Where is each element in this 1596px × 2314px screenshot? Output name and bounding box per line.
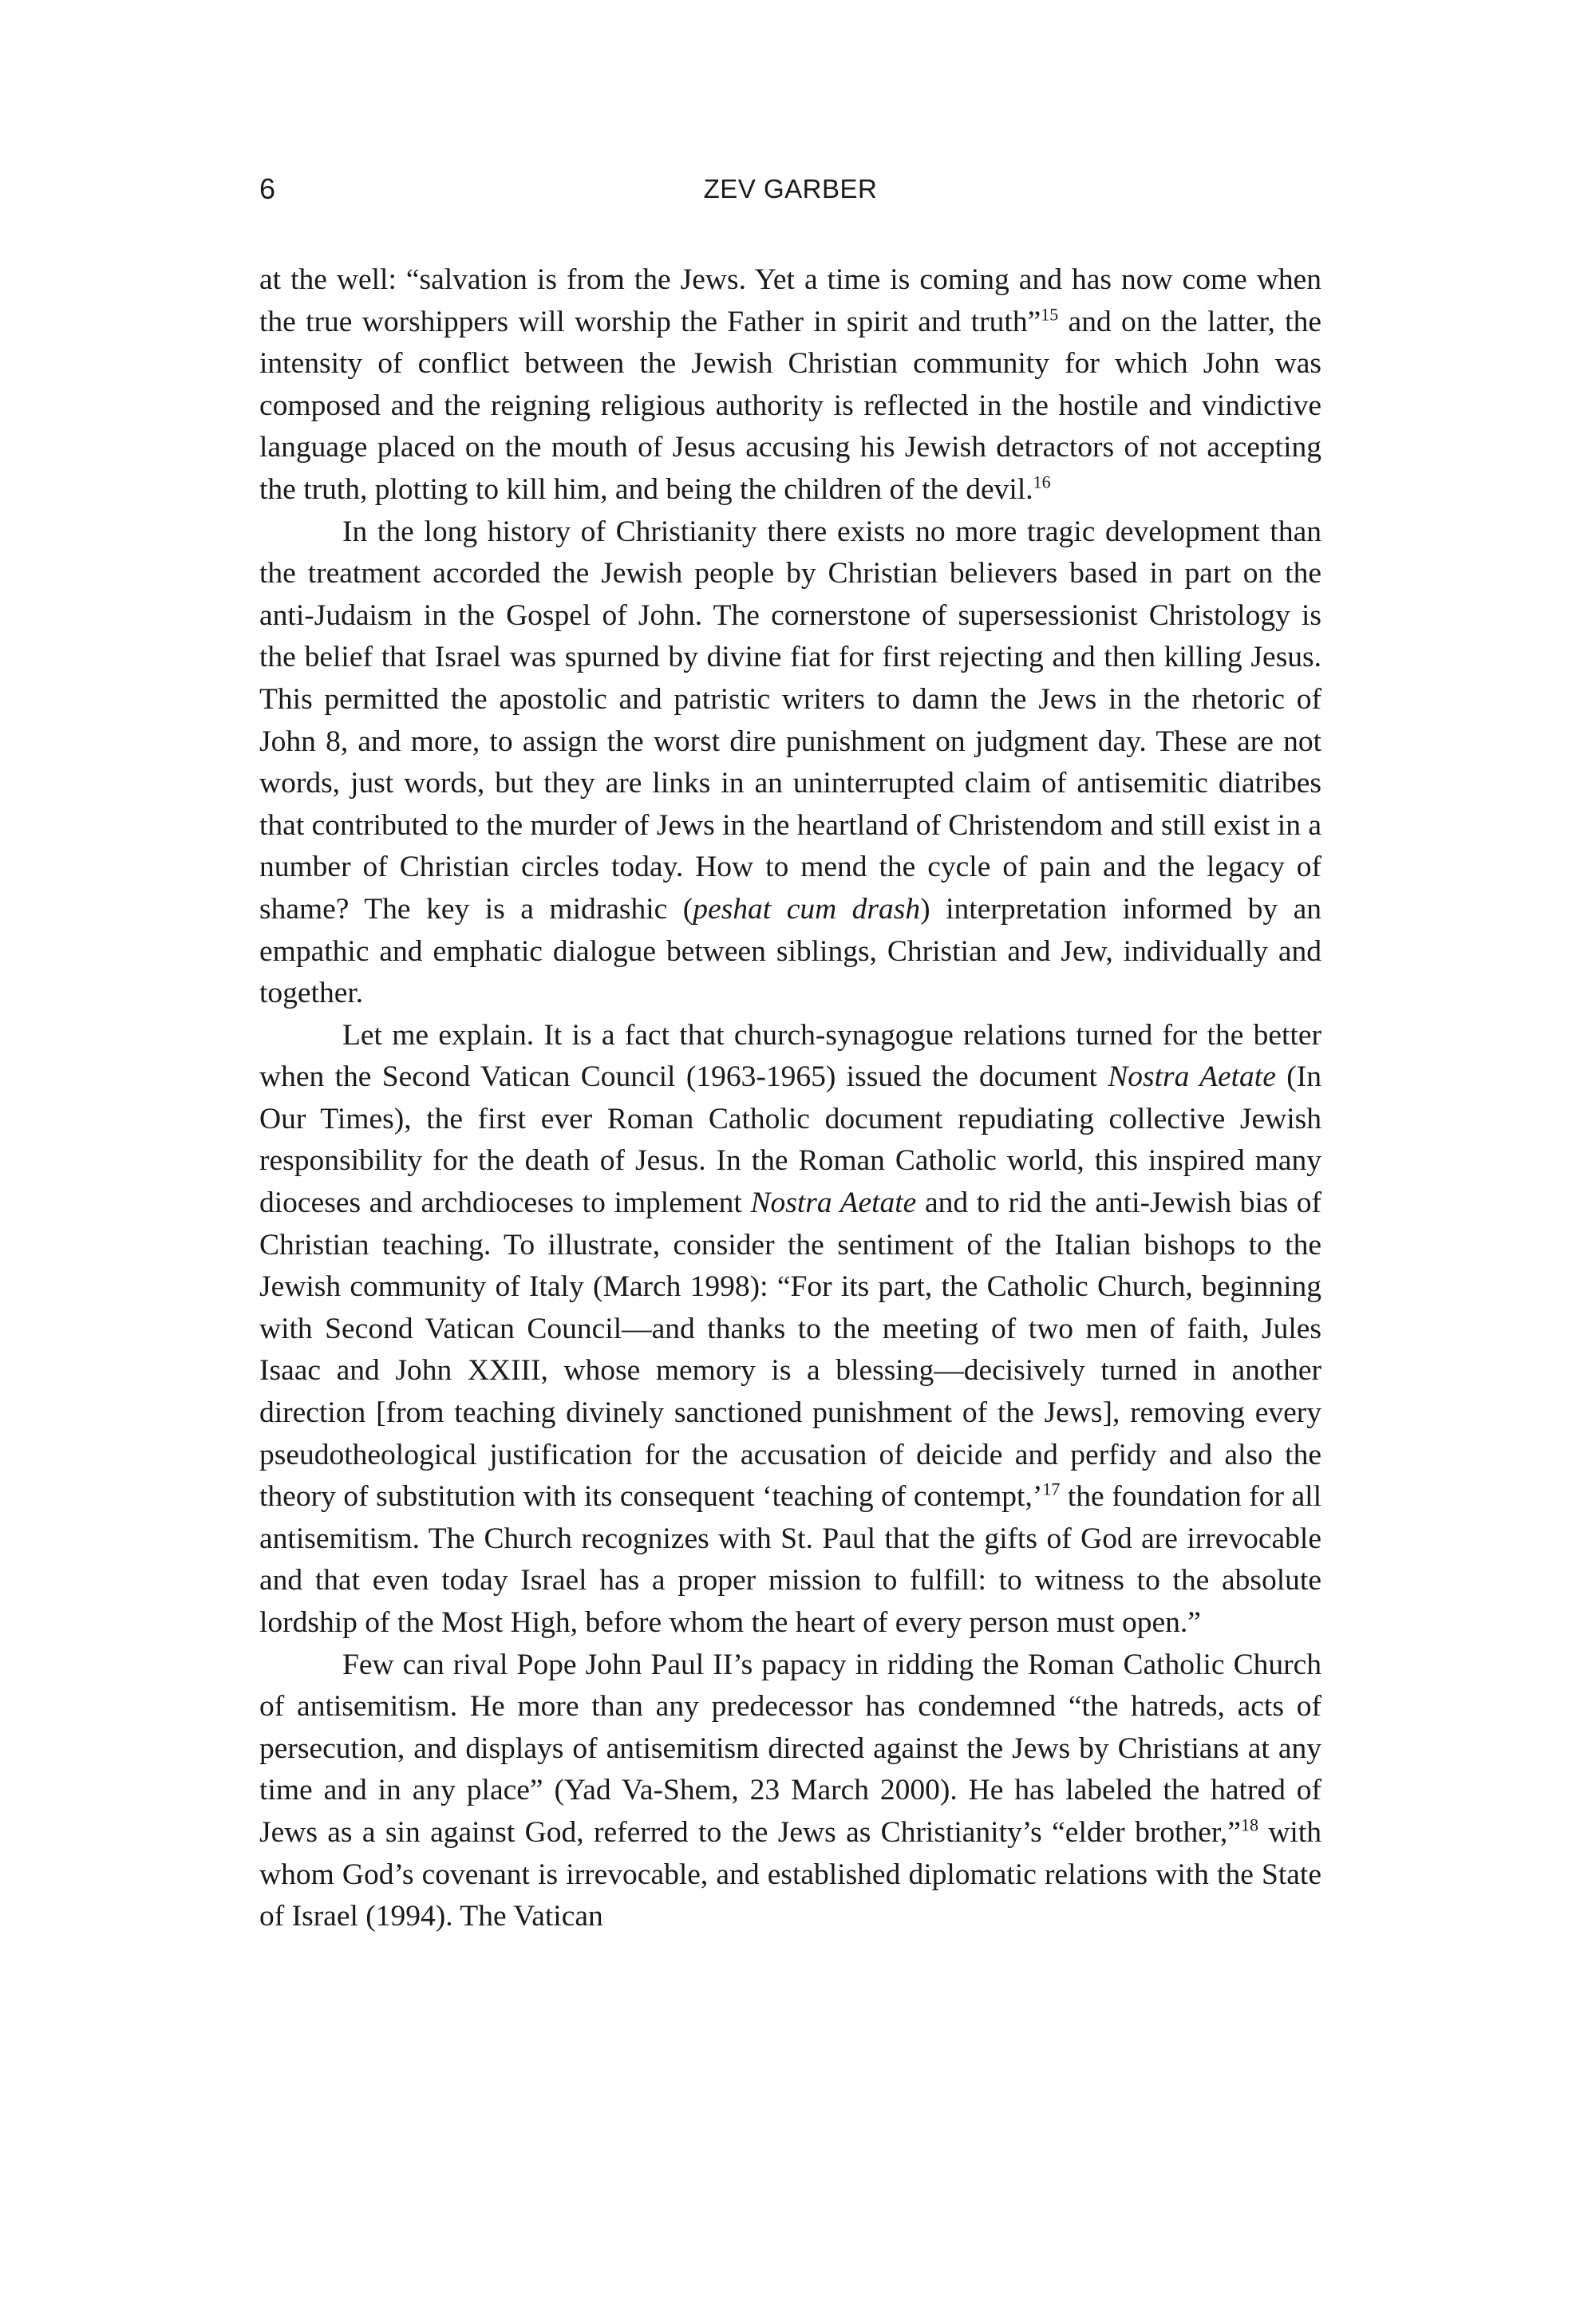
italic-text: Nostra Aetate <box>750 1187 917 1220</box>
paragraph-text: and to rid the anti-Jewish bias of Christian teaching. To illustrate, consider the sentiment of the Italian bishops to the Jewish community of Italy (March 1998): “For its part, the Catholic Church, beginning with Second Vatican Council—and thanks to the meeting of two men of faith, Jules Isaac and John XXIII, whose memory is a blessing—decisively turned in another direction [from teaching divinely sanctioned punishment of the Jews], removing every pseudotheological justification for the accusation of deicide and perfidy and also the theory of substitution with its consequent ‘teaching of contempt,’ <box>259 1187 1321 1514</box>
paragraph <box>259 1015 1321 1645</box>
paragraph-text: Few can rival Pope John Paul II’s papacy in ridding the Roman Catholic Church of antisemitism. He more than any predecessor has condemned “the hatreds, acts of persecution, and displays of antisemitism directed against the Jews by Christians at any time and in any place” (Yad Va-Shem, 23 March 2000). He has labeled the hatred of Jews as a sin against God, referred to the Jews as Christianity’s “elder brother,” <box>259 1648 1321 1849</box>
running-head-author: ZEV GARBER <box>703 174 878 203</box>
footnote-reference: 18 <box>1240 1814 1258 1835</box>
italic-text: peshat cum drash <box>693 892 921 926</box>
page-number: 6 <box>259 172 276 205</box>
paragraph-text: (In Our Times), the first ever Roman Catholic document repudiating collective Jewish responsibility for the death of Jesus. In the Roman Catholic world, this inspired many dioceses and archdioceses to implement <box>259 1060 1321 1220</box>
paragraph-text: at the well: “salvation is from the Jews. Yet a time is coming and has now come when the true worshippers will worship the Father in spirit and truth” <box>259 263 1321 338</box>
paragraph-text: and on the latter, the intensity of conflict between the Jewish Christian community for which John was composed and the reigning religious authority is reflected in the hostile and vindictive language placed on the mouth of Jesus accusing his Jewish detractors of not accepting the truth, plotting to kill him, and being the children of the devil. <box>259 305 1321 506</box>
paragraph <box>259 1645 1321 1938</box>
footnote-reference: 17 <box>1042 1479 1061 1499</box>
paragraph-text: the foundation for all antisemitism. The Church recognizes with St. Paul that the gifts of God are irrevocable and that even today Israel has a proper mission to fulfill: to witness to the absolute lordship of the Most High, before whom the heart of every person must open.” <box>259 1480 1321 1639</box>
paragraph-text: with whom God’s covenant is irrevocable, and established diplomatic relations with the State of Israel (1994). The Vatican <box>259 1815 1321 1933</box>
paragraph <box>259 259 1321 511</box>
paragraph-text: In the long history of Christianity there exists no more tragic development than the treatment accorded the Jewish people by Christian believers based in part on the anti-Judaism in the Gospel of John. The cornerstone of supersessionist Christology is the belief that Israel was spurned by divine fiat for first rejecting and then killing Jesus. This permitted the apostolic and patristic writers to damn the Jews in the rhetoric of John 8, and more, to assign the worst dire punishment on judgment day. These are not words, just words, but they are links in an uninterrupted claim of antisemitic diatribes that contributed to the murder of Jews in the heartland of Christendom and still exist in a number of Christian circles today. How to mend the cycle of pain and the legacy of shame? The key is a midrashic ( <box>259 515 1321 926</box>
paragraph <box>259 511 1321 1015</box>
paragraph-text: ) interpretation informed by an empathic and emphatic dialogue between siblings, Christian and Jew, individually and together. <box>259 892 1321 1010</box>
running-head <box>259 169 1321 209</box>
footnote-reference: 16 <box>1033 472 1051 492</box>
paragraph-text: Let me explain. It is a fact that church-synagogue relations turned for the better when the Second Vatican Council (1963-1965) issued the document <box>259 1018 1321 1094</box>
footnote-reference: 15 <box>1041 304 1059 325</box>
italic-text: Nostra Aetate <box>1108 1060 1276 1094</box>
body-text <box>259 259 1321 1938</box>
